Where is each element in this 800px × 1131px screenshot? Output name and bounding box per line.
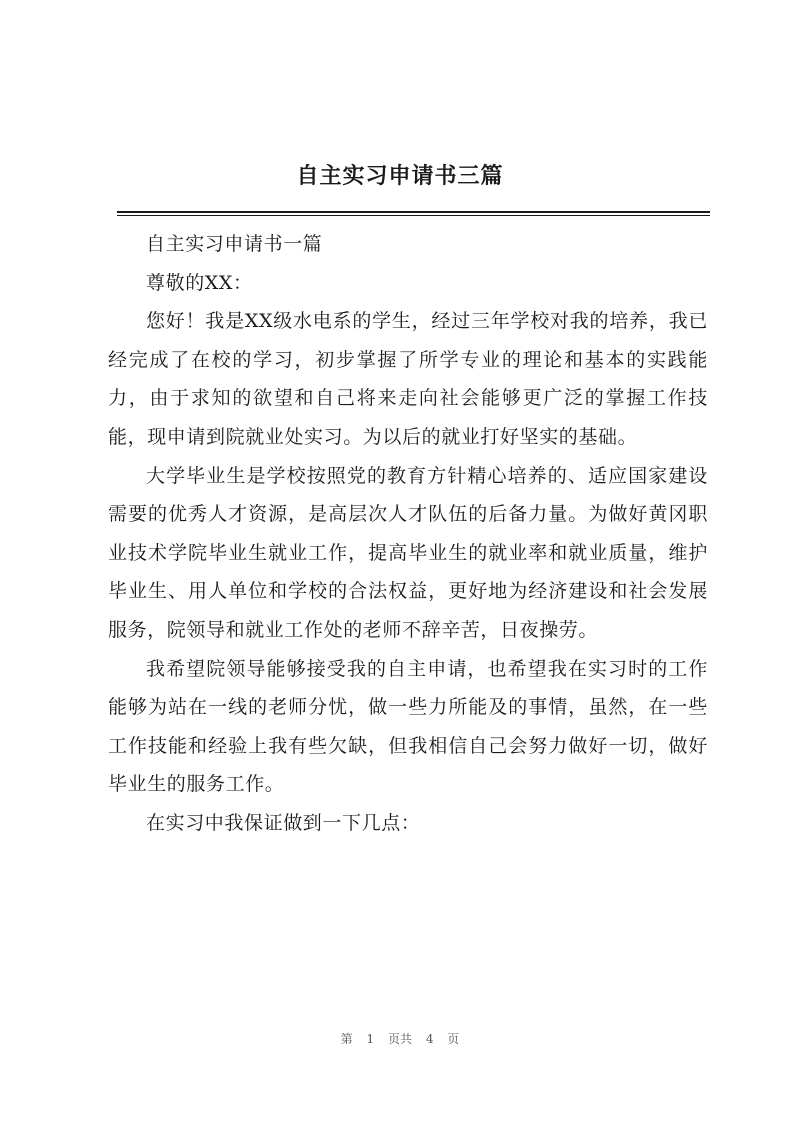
page-label-suffix: 页 xyxy=(447,1032,460,1046)
title-divider-thick xyxy=(117,211,710,213)
document-body xyxy=(108,225,708,843)
body-paragraph: 您好！我是XX级水电系的学生，经过三年学校对我的培养，我已经完成了在校的学习，初步掌握了所学专业的理论和基本的实践能力，由于求知的欲望和自己将来走向社会能够更广泛的掌握工作技能，现申请到院就业处实习。为以后的就业打好坚实的基础。 xyxy=(108,310,708,448)
salutation: 尊敬的XX： xyxy=(146,271,253,294)
section-heading: 自主实习申请书一篇 xyxy=(146,233,323,255)
document-title: 自主实习申请书三篇 xyxy=(296,164,504,189)
body-paragraph: 大学毕业生是学校按照党的教育方针精心培养的、适应国家建设需要的优秀人才资源，是高层次人才队伍的后备力量。为做好黄冈职业技术学院毕业生就业工作，提高毕业生的就业率和就业质量，维护毕业生、用人单位和学校的合法权益，更好地为经济建设和社会发展服务，院领导和就业工作处的老师不辞辛苦，日夜操劳。 xyxy=(108,464,708,641)
page-total-number: 4 xyxy=(425,1032,434,1046)
body-paragraph: 我希望院领导能够接受我的自主申请，也希望我在实习时的工作能够为站在一线的老师分忧，做一些力所能及的事情，虽然，在一些工作技能和经验上我有些欠缺，但我相信自己会努力做好一切，做好毕业生的服务工作。 xyxy=(108,657,708,796)
page-label-prefix: 第 xyxy=(340,1032,353,1046)
title-divider-thin xyxy=(117,215,710,216)
page-footer xyxy=(0,1030,800,1047)
body-paragraph: 在实习中我保证做到一下几点： xyxy=(146,811,421,834)
page-label-middle: 页共 xyxy=(387,1032,412,1046)
page-current-number: 1 xyxy=(366,1032,375,1046)
